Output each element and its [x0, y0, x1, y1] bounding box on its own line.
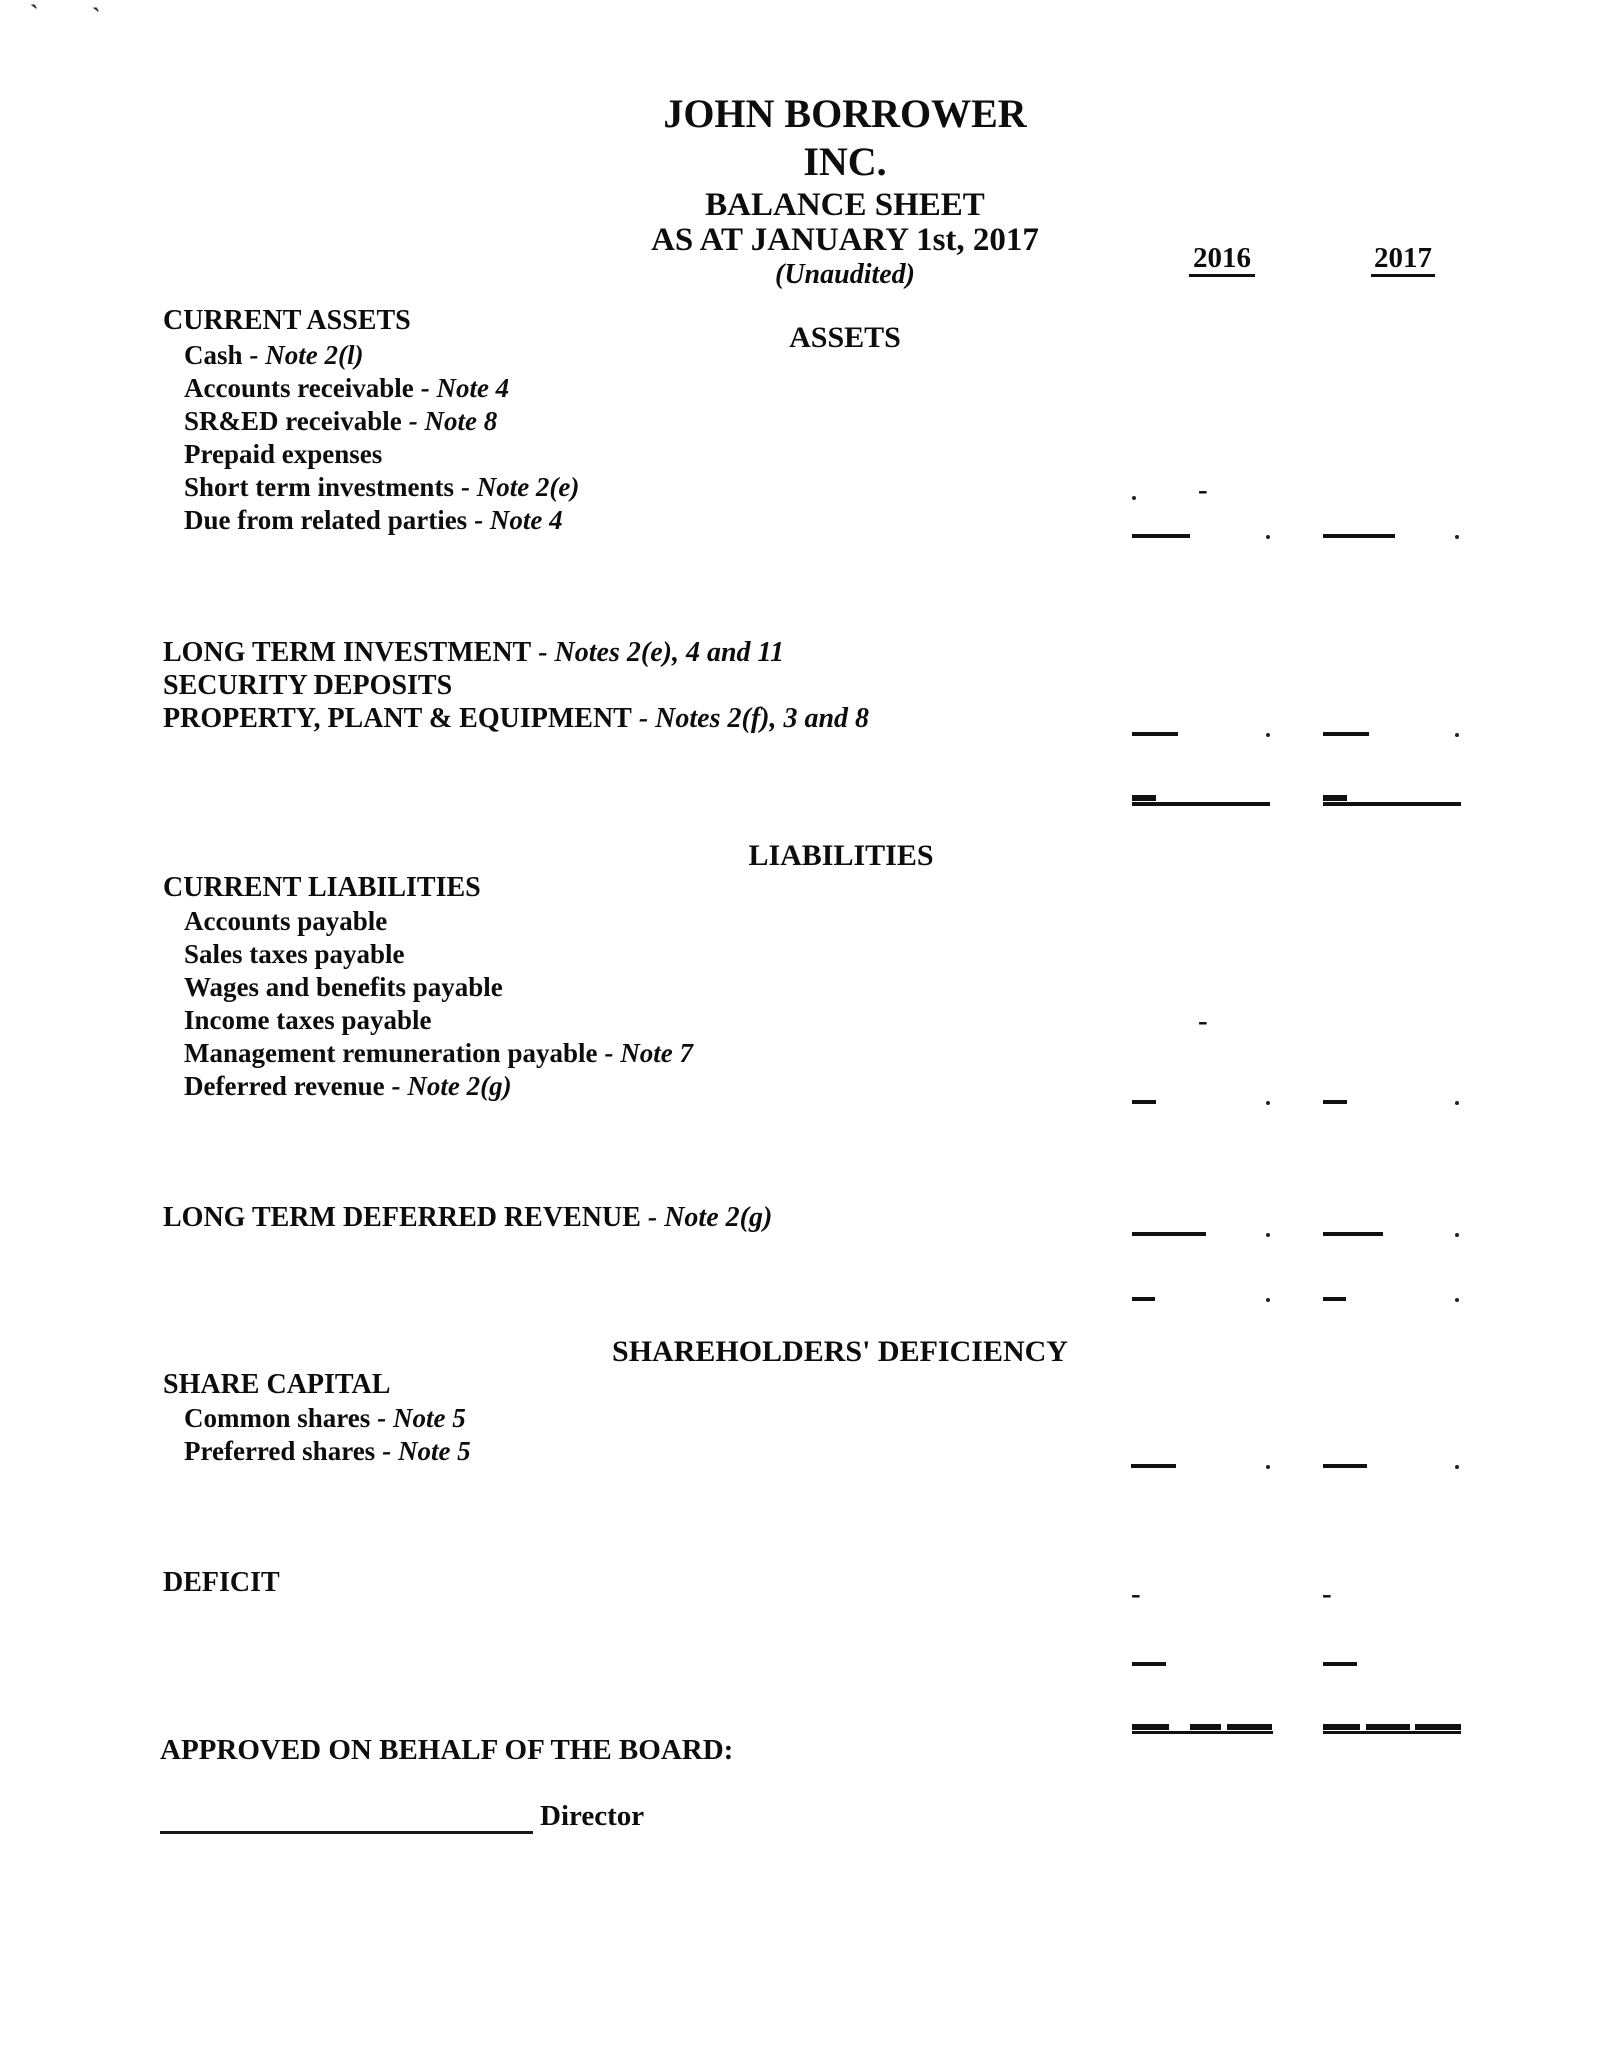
item-label: Sales taxes payable — [184, 939, 405, 969]
company-name-line2: INC. — [803, 139, 887, 184]
line-item-income-taxes-payable — [184, 1006, 438, 1034]
item-note: - Note 4 — [474, 505, 563, 535]
approval-text: APPROVED ON BEHALF OF THE BOARD: — [160, 1734, 734, 1766]
subtotal-rule-2017 — [1323, 732, 1369, 736]
line-item-deferred-revenue — [184, 1072, 512, 1100]
item-label: LONG TERM DEFERRED REVENUE — [163, 1202, 641, 1233]
grand-total-rule-top-2016 — [1227, 1724, 1272, 1730]
nil-amount-short-term-investments-2016: - — [1198, 474, 1208, 506]
line-item-sales-taxes-payable — [184, 940, 412, 968]
subtotal-rule-2017 — [1323, 1232, 1383, 1236]
item-note: - Note 7 — [604, 1038, 693, 1068]
share-capital-title: SHARE CAPITAL — [163, 1369, 391, 1400]
nil-amount-deficit-2017: - — [1322, 1578, 1332, 1610]
item-note: - Note 5 — [377, 1403, 466, 1433]
current-liabilities-title: CURRENT LIABILITIES — [163, 872, 481, 903]
subtotal-rule-2016 — [1132, 1232, 1206, 1236]
scan-speck — [1266, 1465, 1270, 1469]
line-item-prepaid-expenses — [184, 440, 389, 468]
scan-speck — [1132, 496, 1136, 500]
line-item-cash — [184, 341, 364, 369]
grand-total-rule-top-2017 — [1415, 1724, 1461, 1730]
total-rule-top-2017 — [1323, 795, 1347, 801]
signature-title: Director — [540, 1800, 645, 1832]
line-item-management-remuneration-payable — [184, 1039, 693, 1067]
equity-total-rule-2017 — [1323, 1662, 1357, 1666]
line-item-common-shares — [184, 1404, 466, 1432]
item-note: - Note 2(l) — [249, 340, 364, 370]
item-label: LONG TERM INVESTMENT — [163, 637, 532, 668]
statement-date: AS AT JANUARY 1st, 2017 — [651, 222, 1039, 258]
item-label: SR&ED receivable — [184, 406, 402, 436]
scan-speck — [1455, 1101, 1459, 1105]
liabilities-section-heading: LIABILITIES — [748, 839, 934, 872]
item-label: Accounts payable — [184, 906, 388, 936]
scan-artifact: ` — [30, 0, 39, 29]
item-note: - Note 8 — [408, 406, 498, 436]
audit-status: (Unaudited) — [775, 259, 915, 290]
item-label: SECURITY DEPOSITS — [163, 670, 453, 701]
item-label: Income taxes payable — [184, 1005, 432, 1035]
total-rule-2016 — [1132, 802, 1270, 806]
total-liabilities-rule-2017 — [1323, 1297, 1346, 1301]
item-note: - Notes 2(f), 3 and 8 — [638, 703, 870, 734]
line-item-short-term-investments — [184, 473, 579, 501]
line-item-sred-receivable — [184, 407, 497, 435]
line-item-property-plant-equipment — [163, 704, 869, 733]
item-note: - Note 2(g) — [391, 1071, 512, 1101]
grand-total-rule-top-2016 — [1132, 1724, 1169, 1730]
total-liabilities-rule-2016 — [1132, 1297, 1155, 1301]
scan-artifact: ` — [92, 3, 101, 32]
equity-section-heading: SHAREHOLDERS' DEFICIENCY — [612, 1335, 1068, 1368]
scan-speck — [1455, 1465, 1459, 1469]
item-label: Accounts receivable — [184, 373, 414, 403]
item-label: Short term investments — [184, 472, 454, 502]
item-label: Preferred shares — [184, 1436, 376, 1466]
item-label: PROPERTY, PLANT & EQUIPMENT — [163, 703, 632, 734]
line-item-accounts-payable — [184, 907, 394, 935]
current-assets-title: CURRENT ASSETS — [163, 305, 411, 336]
item-label: Cash — [184, 340, 243, 370]
year-column-2016: 2016 — [1189, 243, 1255, 277]
subtotal-rule-2017 — [1323, 1464, 1367, 1468]
line-item-long-term-investment — [163, 638, 784, 667]
signature-line — [160, 1831, 533, 1834]
year-column-2017: 2017 — [1371, 243, 1435, 277]
nil-amount-income-taxes-2016: - — [1198, 1005, 1208, 1037]
scan-speck — [1455, 733, 1459, 737]
line-item-security-deposits — [163, 671, 459, 700]
grand-total-rule-top-2016 — [1190, 1724, 1221, 1730]
scan-speck — [1455, 1298, 1459, 1302]
scan-speck — [1266, 1298, 1270, 1302]
scan-speck — [1266, 1101, 1270, 1105]
subtotal-rule-2016 — [1132, 1100, 1156, 1104]
subtotal-rule-2016 — [1132, 534, 1190, 538]
statement-title: BALANCE SHEET — [705, 187, 985, 223]
item-label: Due from related parties — [184, 505, 468, 535]
scan-speck — [1455, 535, 1459, 539]
subtotal-rule-2016 — [1131, 1464, 1176, 1468]
line-item-accounts-receivable — [184, 374, 509, 402]
total-rule-top-2016 — [1132, 795, 1156, 801]
item-note: - Note 2(g) — [647, 1202, 773, 1233]
grand-total-rule-2016 — [1132, 1731, 1273, 1734]
line-item-wages-benefits-payable — [184, 973, 510, 1001]
item-label: Management remuneration payable — [184, 1038, 598, 1068]
subtotal-rule-2016 — [1132, 732, 1178, 736]
grand-total-rule-2017 — [1323, 1731, 1461, 1734]
nil-amount-deficit-2016: - — [1131, 1578, 1141, 1610]
subtotal-rule-2017 — [1323, 1100, 1347, 1104]
assets-section-heading: ASSETS — [789, 321, 901, 354]
item-label: Common shares — [184, 1403, 371, 1433]
scan-speck — [1266, 535, 1270, 539]
equity-total-rule-2016 — [1132, 1662, 1166, 1666]
line-item-preferred-shares — [184, 1437, 471, 1465]
line-item-due-from-related-parties — [184, 506, 563, 534]
item-note: - Note 5 — [382, 1436, 471, 1466]
scan-speck — [1266, 733, 1270, 737]
scan-speck — [1266, 1233, 1270, 1237]
line-item-long-term-deferred-revenue — [163, 1203, 772, 1232]
total-rule-2017 — [1323, 802, 1461, 806]
deficit-label: DEFICIT — [163, 1567, 280, 1598]
grand-total-rule-top-2017 — [1366, 1724, 1410, 1730]
item-label: Deferred revenue — [184, 1071, 385, 1101]
item-label: Prepaid expenses — [184, 439, 383, 469]
company-name-line1: JOHN BORROWER — [663, 91, 1027, 136]
subtotal-rule-2017 — [1323, 534, 1395, 538]
scan-speck — [1455, 1233, 1459, 1237]
grand-total-rule-top-2017 — [1323, 1724, 1360, 1730]
item-note: - Note 4 — [420, 373, 510, 403]
item-label: Wages and benefits payable — [184, 972, 503, 1002]
item-note: - Note 2(e) — [460, 472, 580, 502]
item-note: - Notes 2(e), 4 and 11 — [538, 637, 784, 668]
